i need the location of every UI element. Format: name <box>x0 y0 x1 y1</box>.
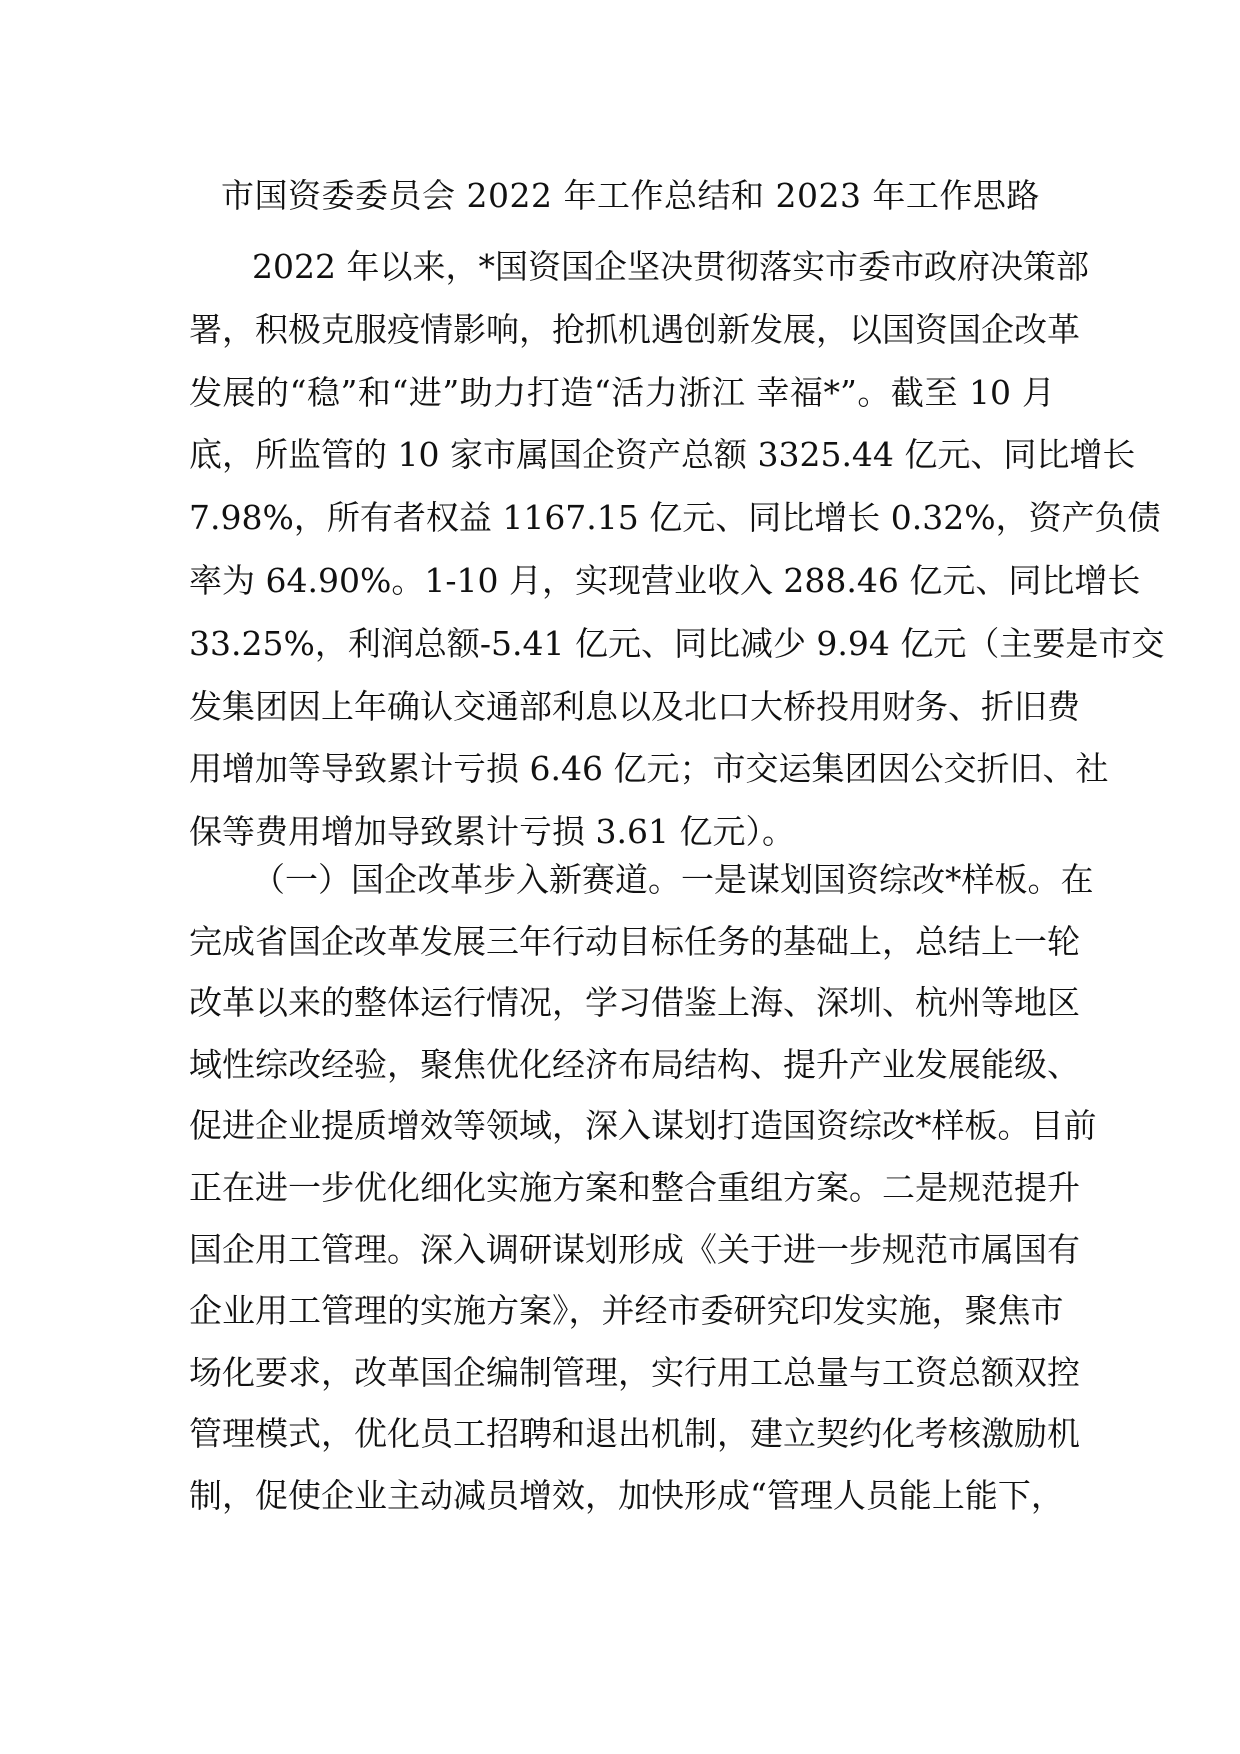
paragraph-line: 33.25%，利润总额-5.41 亿元、同比减少 9.94 亿元（主要是市交 <box>189 623 1165 663</box>
paragraph-reform <box>189 849 1097 1527</box>
paragraph-line: 用增加等导致累计亏损 6.46 亿元；市交运集团因公交折旧、社 <box>189 749 1109 789</box>
paragraph-line: 制，促使企业主动减员增效，加快形成“管理人员能上能下， <box>189 1475 1064 1515</box>
paragraph-line: 国企用工管理。深入调研谋划形成《关于进一步规范市属国有 <box>189 1229 1080 1269</box>
paragraph-line: 7.98%，所有者权益 1167.15 亿元、同比增长 0.32%，资产负债 <box>189 498 1161 538</box>
paragraph-line: 企业用工管理的实施方案》，并经市委研究印发实施，聚焦市 <box>189 1291 1064 1331</box>
paragraph-line: 发展的“稳”和“进”助力打造“活力浙江 幸福*”。截至 10 月 <box>189 372 1055 412</box>
paragraph-line: 发集团因上年确认交通部利息以及北口大桥投用财务、折旧费 <box>189 686 1080 726</box>
paragraph-line: 域性综改经验，聚焦优化经济布局结构、提升产业发展能级、 <box>189 1044 1080 1084</box>
paragraph-summary <box>189 236 1165 864</box>
document-title: 市国资委委员会 2022 年工作总结和 2023 年工作思路 <box>221 176 1040 215</box>
paragraph-line: 促进企业提质增效等领域，深入谋划打造国资综改*样板。目前 <box>189 1106 1097 1146</box>
paragraph-line: 保等费用增加导致累计亏损 3.61 亿元）。 <box>189 812 795 852</box>
paragraph-line: 改革以来的整体运行情况，学习借鉴上海、深圳、杭州等地区 <box>189 983 1080 1023</box>
paragraph-line: 2022 年以来，*国资国企坚决贯彻落实市委市政府决策部 <box>252 247 1089 286</box>
paragraph-line: 底，所监管的 10 家市属国企资产总额 3325.44 亿元、同比增长 <box>189 435 1136 475</box>
paragraph-line: 署，积极克服疫情影响，抢抓机遇创新发展，以国资国企改革 <box>189 309 1080 349</box>
paragraph-line: 场化要求，改革国企编制管理，实行用工总量与工资总额双控 <box>189 1352 1080 1392</box>
paragraph-line: 正在进一步优化细化实施方案和整合重组方案。二是规范提升 <box>189 1167 1080 1207</box>
paragraph-line: 率为 64.90%。1-10 月，实现营业收入 288.46 亿元、同比增长 <box>189 560 1141 600</box>
paragraph-line: 管理模式，优化员工招聘和退出机制，建立契约化考核激励机 <box>189 1414 1080 1454</box>
paragraph-line: （一）国企改革步入新赛道。一是谋划国资综改*样板。在 <box>252 860 1094 899</box>
paragraph-line: 完成省国企改革发展三年行动目标任务的基础上，总结上一轮 <box>189 921 1080 961</box>
